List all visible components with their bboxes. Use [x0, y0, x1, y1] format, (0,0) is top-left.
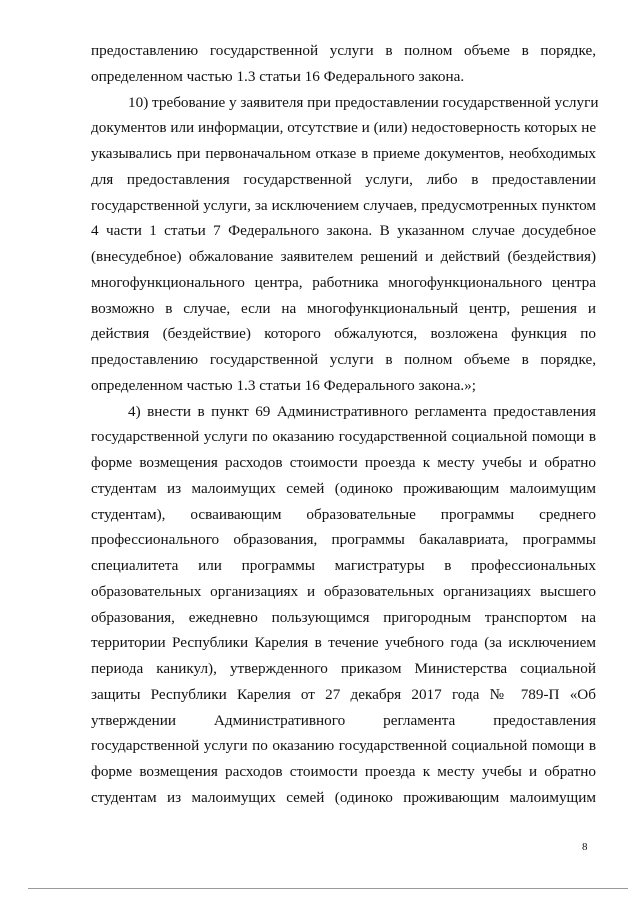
text-line: образовательных организациях и образовательных организациях высшего	[91, 582, 596, 600]
text-line: образования, ежедневно пользующимся пригородным транспортом на	[91, 608, 596, 626]
text-line: защиты Республики Карелия от 27 декабря 2017 года № 789-П «Об	[91, 685, 596, 703]
text-line: утверждении Административного регламента предоставления	[91, 711, 596, 729]
text-line: предоставлению государственной услуги в полном объеме в порядке,	[91, 351, 596, 368]
page-number: 8	[582, 841, 588, 853]
text-line: государственной услуги, за исключением случаев, предусмотренных пунктом	[91, 196, 596, 214]
text-line: (внесудебное) обжалование заявителем решений и действий (бездействия)	[91, 248, 596, 265]
text-line: студентам), осваивающим образовательные программы среднего	[91, 505, 596, 523]
text-line: профессионального образования, программы бакалавриата, программы	[91, 531, 596, 549]
text-line: форме возмещения расходов стоимости проезда к месту учебы и обратно	[91, 454, 596, 471]
text-line: указывались при первоначальном отказе в приеме документов, необходимых	[91, 145, 596, 162]
text-line: территории Республики Карелия в течение учебного года (за исключением	[91, 634, 596, 652]
text-line: определенном частью 1.3 статьи 16 Федерального закона.	[91, 67, 465, 85]
text-line: документов или информации, отсутствие и (или) недостоверность которых не	[91, 119, 597, 137]
text-line: 4 части 1 статьи 7 Федерального закона. В указанном случае досудебное	[91, 222, 596, 240]
text-line: студентам из малоимущих семей (одиноко проживающим малоимущим	[91, 479, 596, 497]
text-line: государственной услуги по оказанию государственной социальной помощи в	[91, 737, 596, 755]
footer-divider	[28, 888, 628, 889]
text-line: государственной услуги по оказанию государственной социальной помощи в	[91, 428, 596, 446]
text-line: 4) внести в пункт 69 Административного регламента предоставления	[128, 402, 596, 420]
text-line: специалитета или программы магистратуры в профессиональных	[91, 557, 596, 574]
text-line: возможно в случае, если на многофункциональный центр, решения и	[91, 299, 596, 317]
text-line: форме возмещения расходов стоимости проезда к месту учебы и обратно	[91, 763, 596, 780]
text-line: 10) требование у заявителя при предоставлении государственной услуги	[128, 93, 599, 111]
text-line: студентам из малоимущих семей (одиноко проживающим малоимущим	[91, 788, 596, 806]
document-body	[91, 38, 599, 811]
text-line: периода каникул), утвержденного приказом Министерства социальной	[91, 660, 596, 677]
text-line: многофункционального центра, работника многофункционального центра	[91, 273, 596, 291]
text-line: для предоставления государственной услуги, либо в предоставлении	[91, 170, 596, 188]
text-line: действия (бездействие) которого обжалуются, возложена функция по	[91, 325, 596, 343]
text-line: предоставлению государственной услуги в полном объеме в порядке,	[91, 42, 596, 59]
text-line: определенном частью 1.3 статьи 16 Федерального закона.»;	[91, 376, 476, 394]
